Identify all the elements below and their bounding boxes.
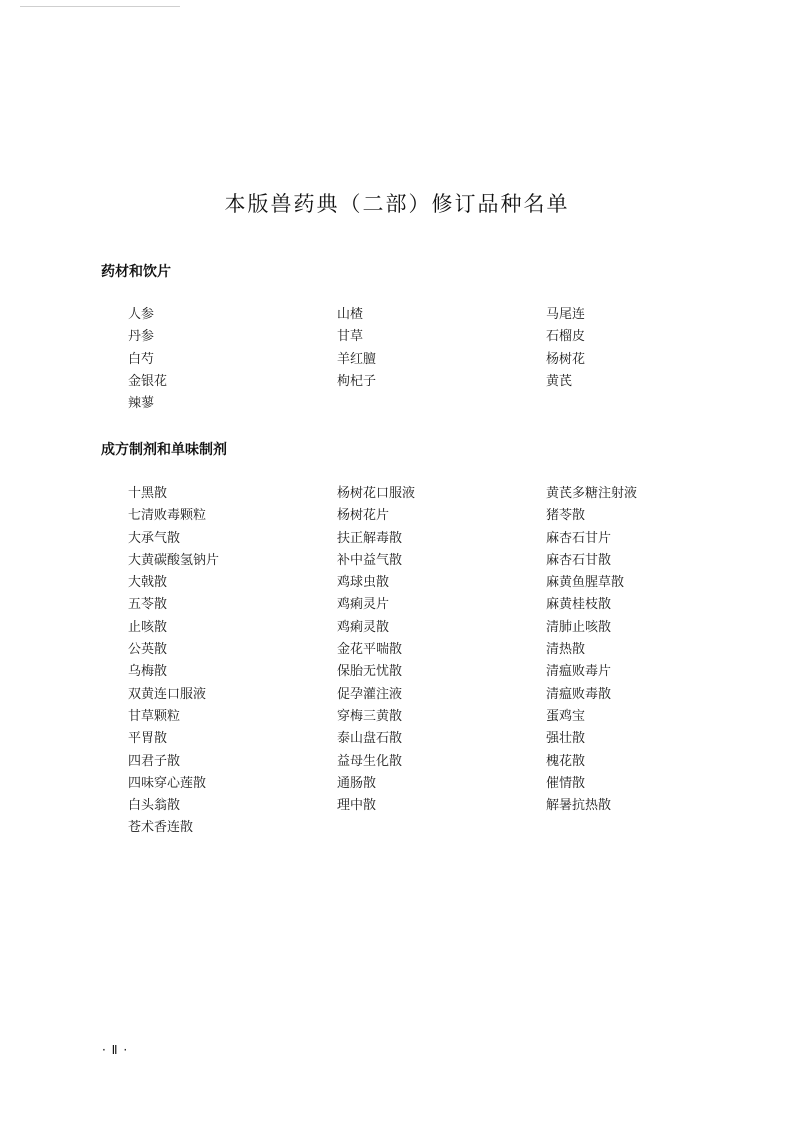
list-item: 十黑散 — [128, 486, 168, 501]
scan-edge-mark — [20, 6, 180, 7]
list-item: 扶正解毒散 — [337, 530, 403, 546]
list-item: 平胃散 — [128, 731, 168, 747]
list-item: 清瘟败毒片 — [546, 664, 612, 680]
list-item: 解暑抗热散 — [546, 798, 612, 814]
list-item: 催情散 — [546, 775, 586, 791]
list-item: 杨树花口服液 — [337, 486, 416, 501]
list-item: 四君子散 — [128, 753, 181, 769]
list-item: 双黄连口服液 — [128, 686, 207, 702]
list-item: 白芍 — [128, 351, 155, 367]
list-item: 大黄碳酸氢钠片 — [128, 552, 220, 568]
list-item: 马尾连 — [546, 307, 586, 322]
list-item: 丹参 — [128, 329, 155, 345]
list-item: 强壮散 — [546, 731, 586, 747]
list-item: 穿梅三黄散 — [337, 708, 403, 724]
list-item: 麻黄鱼腥草散 — [546, 575, 625, 591]
list-item: 杨树花 — [546, 351, 586, 367]
list-item: 猪苓散 — [546, 508, 586, 524]
herbs-list — [128, 304, 746, 415]
list-item: 黄芪多糖注射液 — [546, 486, 638, 501]
list-item: 蛋鸡宝 — [546, 708, 586, 724]
list-item: 清瘟败毒散 — [546, 686, 612, 702]
list-item: 泰山盘石散 — [337, 731, 403, 747]
list-item: 羊红膻 — [337, 351, 377, 367]
list-item: 鸡痢灵片 — [337, 597, 390, 613]
list-item: 甘草 — [337, 329, 364, 345]
list-item: 金银花 — [128, 373, 168, 389]
list-item: 公英散 — [128, 642, 168, 658]
section-heading-formulas: 成方制剂和单味制剂 — [101, 442, 227, 458]
formulas-list — [128, 483, 746, 840]
empty-cell — [546, 817, 746, 839]
list-item: 大承气散 — [128, 530, 181, 546]
list-item: 杨树花片 — [337, 508, 390, 524]
list-item: 促孕灌注液 — [337, 686, 403, 702]
list-item: 人参 — [128, 307, 155, 322]
list-item: 理中散 — [337, 798, 377, 814]
list-item: 白头翁散 — [128, 798, 181, 814]
section-heading-herbs: 药材和饮片 — [101, 264, 171, 280]
list-item: 五苓散 — [128, 597, 168, 613]
list-item: 金花平喘散 — [337, 642, 403, 658]
list-item: 黄芪 — [546, 373, 573, 389]
list-item: 保胎无忧散 — [337, 664, 403, 680]
list-item: 鸡痢灵散 — [337, 619, 390, 635]
list-item: 麻黄桂枝散 — [546, 597, 612, 613]
page-number: · Ⅱ · — [102, 1043, 129, 1057]
list-item: 大戟散 — [128, 575, 168, 591]
page-title: 本版兽药典（二部）修订品种名单 — [224, 192, 570, 217]
empty-cell — [337, 817, 546, 839]
list-item: 四味穿心莲散 — [128, 775, 207, 791]
list-item: 止咳散 — [128, 619, 168, 635]
list-item: 七清败毒颗粒 — [128, 508, 207, 524]
list-item: 通肠散 — [337, 775, 377, 791]
list-item: 补中益气散 — [337, 552, 403, 568]
list-item: 乌梅散 — [128, 664, 168, 680]
list-item: 清肺止咳散 — [546, 619, 612, 635]
list-item: 益母生化散 — [337, 753, 403, 769]
list-item: 辣蓼 — [128, 396, 155, 412]
list-item: 麻杏石甘散 — [546, 552, 612, 568]
list-item: 枸杞子 — [337, 373, 377, 389]
list-item: 麻杏石甘片 — [546, 530, 612, 546]
list-item: 清热散 — [546, 642, 586, 658]
list-item: 槐花散 — [546, 753, 586, 769]
empty-cell — [337, 393, 546, 415]
list-item: 甘草颗粒 — [128, 708, 181, 724]
list-item: 苍术香连散 — [128, 820, 194, 836]
empty-cell — [546, 393, 746, 415]
list-item: 鸡球虫散 — [337, 575, 390, 591]
list-item: 石榴皮 — [546, 329, 586, 345]
list-item: 山楂 — [337, 307, 364, 322]
